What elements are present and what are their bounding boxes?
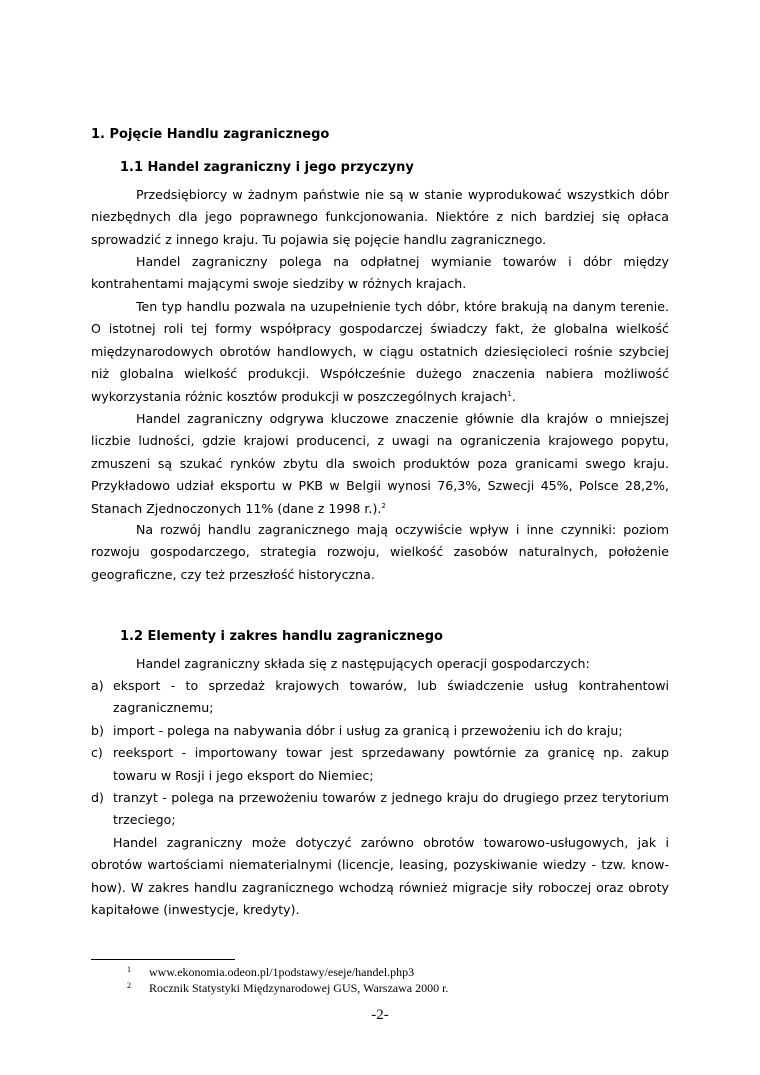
footnote: 1 www.ekonomia.odeon.pl/1podstawy/eseje/handel.php3 (127, 965, 415, 979)
paragraph: Na rozwój handlu zagranicznego mają oczywiście wpływ i inne czynniki: poziom rozwoju gospodarczego, strategia rozwoju, wielkość zasobów naturalnych, położenie geograficzne, czy też przeszłość historyczna. (91, 522, 669, 582)
footnote-number: 2 (127, 981, 131, 990)
paragraph: Handel zagraniczny składa się z następujących operacji gospodarczych: (136, 656, 590, 671)
paragraph: Przedsiębiorcy w żadnym państwie nie są w stanie wyprodukować wszystkich dóbr niezbędnych dla jego poprawnego funkcjonowania. Niektóre z nich bardziej się opłaca sprowadzić z innego kraju. Tu pojawia się pojęcie handlu zagranicznego. (91, 187, 669, 247)
paragraph: Handel zagraniczny może dotyczyć zarówno obrotów towarowo-usługowych, jak i obrotów wartościami niematerialnymi (licencje, leasing, pozyskiwanie wiedzy - tzw. know-how). W zakres handlu zagranicznego wchodzą również migracje siły roboczej oraz obroty kapitałowe (inwestycje, kredyty). (91, 835, 669, 918)
footnote: 2 Rocznik Statystyki Międzynarodowej GUS, Warszawa 2000 r. (127, 981, 449, 995)
paragraph: Handel zagraniczny odgrywa kluczowe znaczenie głównie dla krajów o mniejszej liczbie ludności, gdzie krajowi producenci, z uwagi na ograniczenia krajowego popytu, zmuszeni są szukać rynków zbytu dla swoich produktów poza granicami swego kraju. Przykładowo udział eksportu w PKB w Belgii wynosi 76,3%, Szwecji 45%, Polsce 28,2%, Stanach Zjednoczonych 11% (dane z 1998 r.).$^2$ (91, 411, 669, 516)
paragraph: Ten typ handlu pozwala na uzupełnienie tych dóbr, które brakują na danym terenie. O istotnej roli tej formy współpracy gospodarczej świadczy fakt, że globalna wielkość międzynarodowych obrotów handlowych, w ciągu ostatnich dziesięcioleci rośnie szybciej niż globalna wielkość produkcji. Współcześnie dużego znaczenia nabiera możliwość wykorzystania różnic kosztów produkcji w poszczególnych krajach$^1$. (91, 299, 669, 404)
page-number: -2- (371, 1007, 389, 1023)
list-marker: b) (91, 722, 104, 738)
chapter-heading: 1. Pojęcie Handlu zagranicznego (91, 127, 330, 142)
section-heading-1-2: 1.2 Elementy i zakres handlu zagranicznego (120, 629, 443, 644)
footnote-number: 1 (127, 965, 131, 974)
operations-list (91, 675, 669, 832)
paragraph: Handel zagraniczny polega na odpłatnej wymianie towarów i dóbr między kontrahentami mającymi swoje siedziby w różnych krajach. (91, 254, 669, 292)
list-item: b) import - polega na nabywania dóbr i usług za granicą i przewożeniu ich do kraju; (91, 720, 669, 742)
section-heading-1-1: 1.1 Handel zagraniczny i jego przyczyny (120, 160, 414, 175)
list-item: a) eksport - to sprzedaż krajowych towarów, lub świadczenie usług kontrahentowi zagranicznemu; (91, 675, 669, 720)
footnote-ref: 1 (507, 389, 512, 398)
footnote-ref: 2 (381, 501, 386, 510)
list-marker: a) (91, 678, 104, 693)
footnote-separator (91, 959, 235, 960)
list-marker: d) (91, 790, 104, 806)
list-item: d) tranzyt - polega na przewożeniu towarów z jednego kraju do drugiego przez terytorium trzeciego; (91, 787, 669, 832)
list-marker: c) (91, 745, 103, 761)
list-item: c) reeksport - importowany towar jest sprzedawany powtórnie za granicę np. zakup towaru w Rosji i jego eksport do Niemiec; (91, 742, 669, 787)
